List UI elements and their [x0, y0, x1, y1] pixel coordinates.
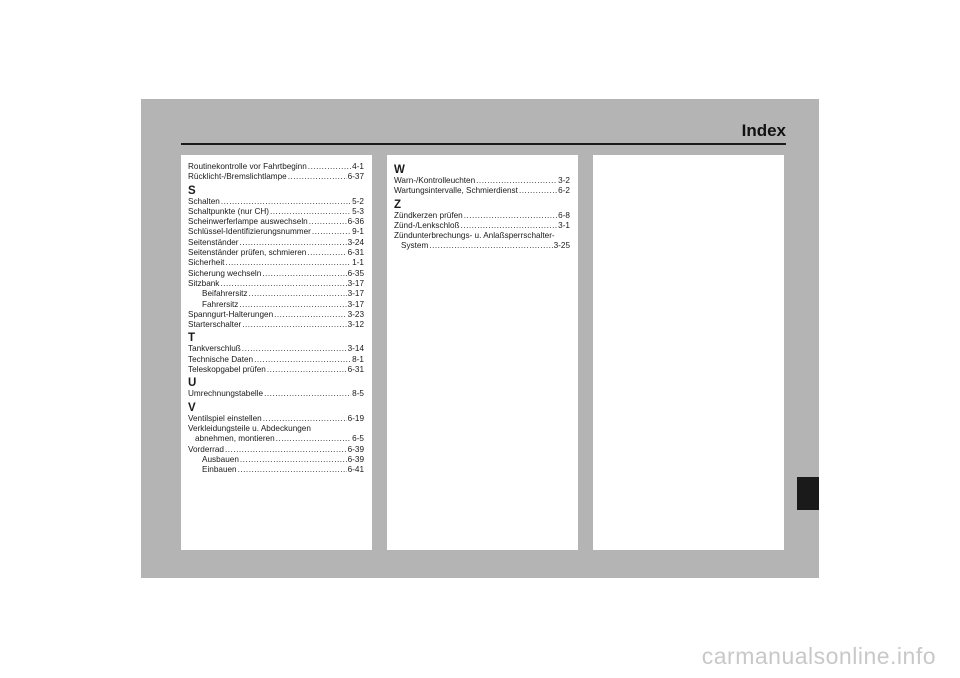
index-entry-text: Zündkerzen prüfen [394, 210, 463, 220]
dot-leader [308, 162, 351, 172]
index-entry [188, 248, 364, 258]
dot-leader [276, 434, 352, 444]
index-page-number: 4-1 [352, 162, 364, 171]
dot-leader [225, 445, 347, 455]
index-page-number: 6-2 [558, 186, 570, 196]
index-page-number: 3-14 [347, 344, 364, 354]
index-entry-text: Technische Daten [188, 354, 254, 364]
dot-leader [240, 238, 347, 248]
index-entry-text: Tankverschluß [188, 344, 241, 354]
dot-leader [240, 455, 347, 465]
index-page-number: 3-1 [558, 220, 570, 230]
index-entry [188, 279, 364, 289]
index-entry-text: abnehmen, montieren [195, 434, 275, 444]
index-page-number: 6-39 [347, 444, 364, 454]
index-entry [394, 211, 570, 221]
index-column-2 [387, 155, 578, 550]
index-page-number: 6-5 [352, 434, 364, 444]
index-letter: W [394, 164, 405, 176]
index-page-number: 5-2 [352, 196, 364, 206]
index-entry-text: Zündunterbrechungs- u. Anlaßsperrschalter- [394, 231, 555, 241]
index-page-number: 5-3 [352, 206, 364, 216]
index-page-number: 8-5 [352, 389, 364, 399]
dot-leader [254, 355, 351, 365]
index-entry [188, 445, 364, 455]
index-page-number: 6-35 [347, 268, 364, 278]
index-page-number: 6-39 [347, 454, 364, 464]
index-page-number: 6-41 [347, 465, 364, 475]
index-entry [188, 344, 364, 354]
title-rule [181, 143, 786, 145]
index-entry [188, 238, 364, 248]
index-page-number: 3-12 [347, 320, 364, 330]
index-entry-text: Ausbauen [202, 454, 239, 464]
index-page-number: 3-17 [347, 278, 364, 288]
manual-page [141, 99, 819, 578]
dot-leader [307, 248, 346, 258]
index-letter: Z [394, 198, 402, 211]
index-entry-text: Verkleidungsteile u. Abdeckungen [188, 423, 311, 433]
index-subentry [188, 300, 364, 310]
index-column-1 [181, 155, 372, 550]
index-entry [188, 162, 364, 172]
dot-leader [263, 414, 347, 424]
dot-leader [264, 389, 351, 399]
index-page-number: 3-2 [558, 176, 570, 185]
index-subentry [188, 455, 364, 465]
dot-leader [239, 300, 346, 310]
index-subentry [188, 465, 364, 475]
index-page-number: 9-1 [352, 227, 364, 237]
index-entry-text: System [401, 241, 429, 251]
dot-leader [221, 197, 351, 207]
index-entry [188, 414, 364, 424]
chapter-tab [797, 477, 819, 510]
index-entry [394, 221, 570, 231]
dot-leader [274, 310, 346, 320]
index-entry-text: Schlüssel-Identifizierungsnummer [188, 227, 311, 237]
index-entry [188, 172, 364, 182]
dot-leader [429, 241, 552, 251]
index-entry-text: Vorderrad [188, 444, 224, 454]
index-entry-text: Schalten [188, 196, 220, 206]
dot-leader [238, 465, 347, 475]
index-entry [188, 269, 364, 279]
index-entry-text: Sitzbank [188, 278, 220, 288]
index-entry-text: Schaltpunkte (nur CH) [188, 206, 269, 216]
index-entry-text: Umrechnungstabelle [188, 389, 264, 399]
index-letter: U [188, 377, 197, 390]
index-entry [394, 186, 570, 196]
index-entry-text: Routinekontrolle vor Fahrtbeginn [188, 162, 307, 171]
dot-leader [309, 217, 347, 227]
index-entry [188, 227, 364, 237]
index-entry [188, 389, 364, 399]
index-entry [394, 176, 570, 186]
index-entry-text: Teleskopgabel prüfen [188, 365, 266, 375]
index-page-number: 6-19 [347, 413, 364, 423]
index-page-number: 3-24 [347, 237, 364, 247]
index-page-number: 3-25 [553, 241, 570, 251]
index-letter: S [188, 184, 196, 197]
index-entry-text: Beifahrersitz [202, 289, 248, 299]
index-entry-text: Spanngurt-Halterungen [188, 309, 274, 319]
index-page-number: 3-17 [347, 299, 364, 309]
index-entry [188, 258, 364, 268]
index-letter: V [188, 401, 196, 414]
index-entry-text: Sicherung wechseln [188, 268, 262, 278]
index-page-number: 6-8 [558, 210, 570, 220]
index-page-number: 6-31 [347, 365, 364, 375]
dot-leader [288, 172, 347, 182]
dot-leader [242, 320, 346, 330]
index-entry-text: Starterschalter [188, 320, 242, 330]
index-entry-text: Zünd-/Lenkschloß [394, 220, 460, 230]
index-page-number: 3-17 [347, 289, 364, 299]
index-page-number: 6-31 [347, 248, 364, 258]
index-entry [188, 207, 364, 217]
index-entry-text: Seitenständer [188, 237, 239, 247]
index-page-number: 3-23 [347, 309, 364, 319]
dot-leader [476, 176, 557, 186]
index-entry [188, 320, 364, 330]
index-entry-text: Sicherheit [188, 258, 225, 268]
index-letter: T [188, 332, 196, 345]
index-entry [188, 365, 364, 375]
dot-leader [249, 289, 347, 299]
index-entry [188, 217, 364, 227]
dot-leader [262, 269, 346, 279]
dot-leader [312, 227, 351, 237]
dot-leader [519, 186, 557, 196]
index-entry-text: Rücklicht-/Bremslichtlampe [188, 172, 287, 182]
index-page-number: 8-1 [352, 354, 364, 364]
index-entry-text: Wartungsintervalle, Schmierdienst [394, 186, 518, 196]
dot-leader [242, 344, 347, 354]
index-entry [188, 434, 364, 444]
index-page-number: 6-36 [347, 217, 364, 227]
index-entry-text: Scheinwerferlampe auswechseln [188, 217, 308, 227]
index-subentry [188, 289, 364, 299]
index-entry-text: Fahrersitz [202, 299, 239, 309]
page-title: Index [741, 121, 786, 140]
index-page-number: 6-37 [347, 172, 364, 182]
dot-leader [225, 258, 351, 268]
index-column-3 [593, 155, 784, 550]
index-entry-text: Warn-/Kontrolleuchten [394, 176, 476, 185]
index-entry-text: Seitenständer prüfen, schmieren [188, 248, 307, 258]
index-page-number: 1-1 [352, 258, 364, 268]
index-entry [394, 241, 570, 251]
dot-leader [270, 207, 351, 217]
dot-leader [461, 221, 558, 231]
dot-leader [220, 279, 346, 289]
dot-leader [267, 365, 347, 375]
dot-leader [464, 211, 557, 221]
index-entry-text: Einbauen [202, 465, 237, 475]
index-entry [188, 197, 364, 207]
index-entry-text: Ventilspiel einstellen [188, 413, 262, 423]
index-entry [188, 310, 364, 320]
watermark: carmanualsonline.info [701, 643, 936, 669]
index-entry [188, 355, 364, 365]
